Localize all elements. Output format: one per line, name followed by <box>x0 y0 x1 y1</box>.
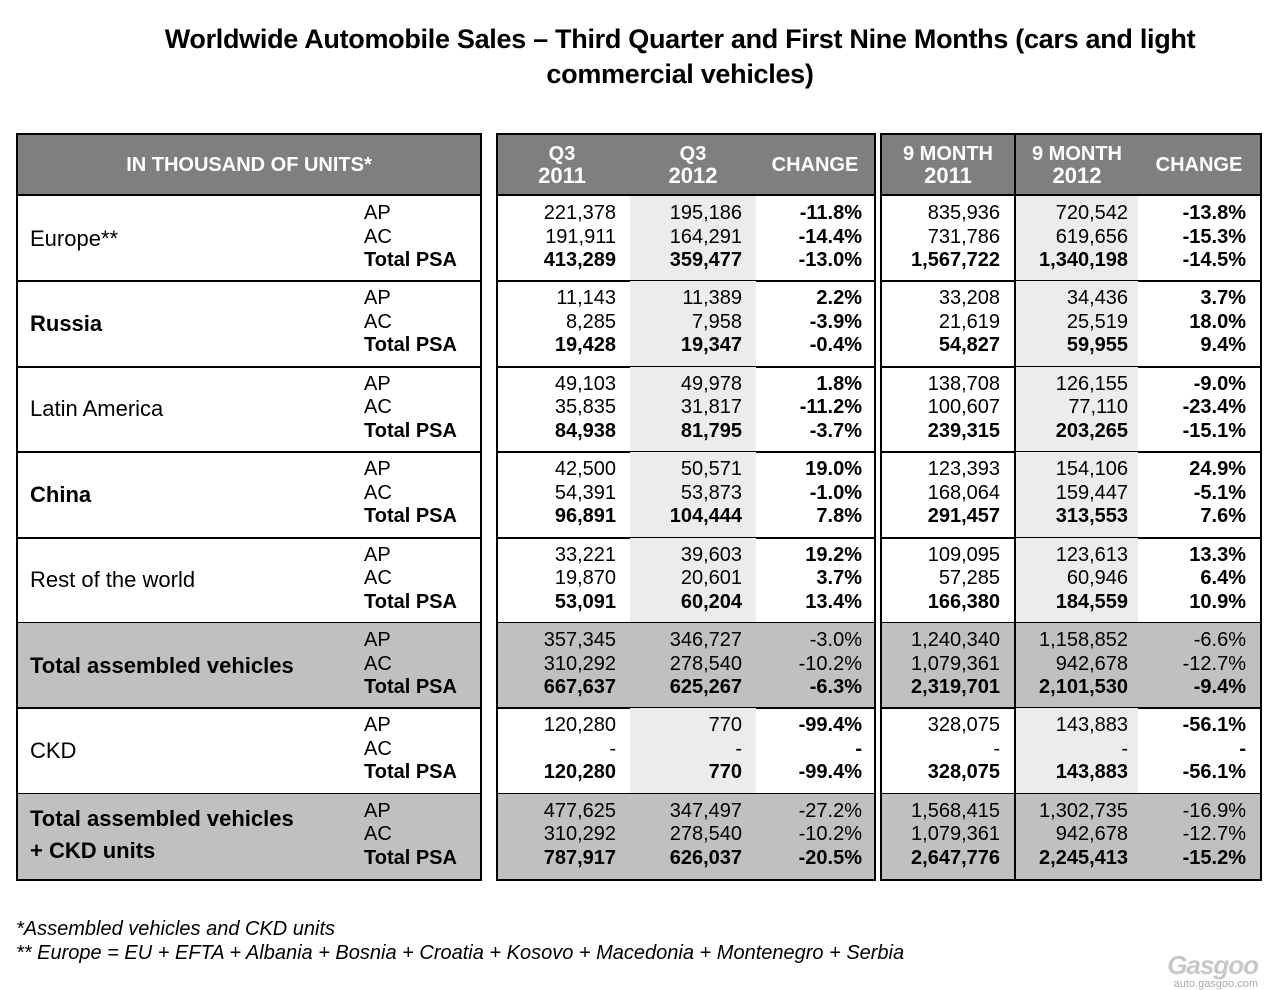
m9-2012-value: 1,340,198 <box>1039 249 1128 271</box>
q3-2012-value: 20,601 <box>680 567 742 590</box>
q3-change-value: -3.9% <box>809 310 862 333</box>
m9-2012-value: 203,265 <box>1055 419 1128 442</box>
m9-2012-value: 154,106 <box>1055 458 1128 481</box>
q3-2012-value: 278,540 <box>669 823 742 846</box>
m9-2012-value: 60,946 <box>1066 567 1128 590</box>
q3-region-group <box>498 452 874 537</box>
watermark-logo: Gasgoo <box>1167 950 1258 980</box>
q3-2012-value: 104,444 <box>669 505 742 528</box>
region-name: Russia <box>30 311 103 337</box>
q3-2012-value: 50,571 <box>680 458 742 481</box>
watermark-url: auto.gasgoo.com <box>1173 978 1258 990</box>
q3-region-group <box>498 794 874 879</box>
q3-change-value: -99.4% <box>798 761 862 784</box>
m9-2012-value: 2,101,530 <box>1039 676 1128 698</box>
q3-2012-value: 625,267 <box>669 676 742 698</box>
row-label: AC <box>364 737 392 760</box>
region-name: Rest of the world <box>30 567 196 593</box>
q3-change-value: 19.0% <box>805 458 862 481</box>
region-group <box>18 281 480 366</box>
m9-change-value: -13.8% <box>1182 202 1246 224</box>
q3-2011-value: 84,938 <box>554 419 616 442</box>
q3-2012-value: 770 <box>708 714 742 737</box>
row-label: AC <box>364 652 392 675</box>
m9-2012-value: 942,678 <box>1055 652 1128 675</box>
q3-2011-value: 19,870 <box>554 567 616 590</box>
row-label: Total PSA <box>364 590 457 613</box>
q3-2012-value: 359,477 <box>669 249 742 271</box>
q3-2011-value: 96,891 <box>554 505 616 528</box>
q3-2012-value: 7,958 <box>691 310 742 333</box>
q3-2011-value: 53,091 <box>554 590 616 613</box>
q3-change-value: -3.0% <box>809 629 862 651</box>
q3-2011-header-label: Q3 <box>548 142 576 165</box>
m9-2011-value: 1,240,340 <box>911 629 1000 651</box>
q3-2012-value: 60,204 <box>680 590 742 613</box>
m9-change-value: -6.6% <box>1193 629 1246 651</box>
m9-2012-value: 184,559 <box>1055 590 1128 613</box>
m9-change-value: 7.6% <box>1200 505 1246 528</box>
m9-2012-value: - <box>1121 737 1128 760</box>
q3-change-header: CHANGE <box>771 153 859 176</box>
m9-2011-value: 328,075 <box>927 761 1000 784</box>
m9-2012-header-year: 2012 <box>1052 162 1102 188</box>
q3-2011-value: 221,378 <box>543 202 616 224</box>
q3-change-value: -11.2% <box>799 396 862 419</box>
m9-change-value: 9.4% <box>1200 334 1246 357</box>
region-group <box>18 708 480 793</box>
q3-change-value: -3.7% <box>809 419 862 442</box>
m9-2012-value: 1,158,852 <box>1039 629 1128 651</box>
units-header <box>18 135 480 196</box>
q3-2012-header <box>630 135 756 194</box>
m9-2011-value: 109,095 <box>927 543 1000 566</box>
m9-2011-value: - <box>993 737 1000 760</box>
m9-region-group <box>882 281 1260 366</box>
q3-2012-value: 49,978 <box>680 372 742 395</box>
row-label: AP <box>364 799 391 822</box>
q3-2012-value: 278,540 <box>669 652 742 675</box>
q3-change-value: 7.8% <box>816 505 862 528</box>
m9-2011-value: 57,285 <box>938 567 1000 590</box>
m9-2011-header-year: 2011 <box>924 162 972 188</box>
m9-2011-value: 166,380 <box>927 590 1000 613</box>
q3-change-value: -27.2% <box>798 799 862 822</box>
m9-change-value: -12.7% <box>1182 652 1246 675</box>
q3-2011-value: 191,911 <box>545 225 616 248</box>
q3-2011-value: - <box>609 737 616 760</box>
q3-2012-value: 53,873 <box>680 481 742 504</box>
q3-2011-value: 120,280 <box>543 714 616 737</box>
row-label: AP <box>364 714 391 737</box>
m9-change-value: -5.1% <box>1193 481 1246 504</box>
units-header-label: IN THOUSAND OF UNITS* <box>126 153 372 176</box>
q3-change-value: -1.0% <box>809 481 862 504</box>
m9-2012-value: 720,542 <box>1055 202 1128 224</box>
q3-header <box>498 135 874 196</box>
region-group <box>18 794 480 879</box>
q3-2011-value: 11,143 <box>556 287 616 310</box>
q3-change-value: -10.2% <box>798 652 862 675</box>
region-group <box>18 538 480 623</box>
m9-2012-value: 2,245,413 <box>1039 846 1128 869</box>
m9-2011-value: 731,786 <box>927 225 1000 248</box>
q3-change-value: 19.2% <box>805 543 862 566</box>
region-name: Latin America <box>30 396 164 422</box>
q3-change-value: - <box>855 737 862 760</box>
m9-region-group <box>882 794 1260 879</box>
m9-region-group <box>882 708 1260 793</box>
q3-2012-value: 81,795 <box>680 419 742 442</box>
region-name: Europe** <box>30 225 119 251</box>
q3-region-group <box>498 196 874 281</box>
watermark <box>1167 952 1258 990</box>
q3-change-value: 1.8% <box>816 372 862 395</box>
row-label: AC <box>364 481 392 504</box>
region-group <box>18 196 480 281</box>
m9-2011-value: 138,708 <box>927 372 1000 395</box>
row-label: Total PSA <box>364 761 457 784</box>
q3-change-value: -11.8% <box>799 202 862 224</box>
m9-2012-value: 143,883 <box>1055 761 1128 784</box>
q3-2012-header-label: Q3 <box>679 142 707 165</box>
m9-column-divider <box>1014 135 1016 879</box>
q3-2011-value: 310,292 <box>543 823 616 846</box>
m9-2012-value: 159,447 <box>1055 481 1128 504</box>
row-label: AP <box>364 458 391 481</box>
m9-2011-value: 328,075 <box>927 714 1000 737</box>
row-label: Total PSA <box>364 846 457 869</box>
m9-change-value: -56.1% <box>1182 714 1246 737</box>
m9-region-group <box>882 452 1260 537</box>
q3-region-group <box>498 623 874 708</box>
q3-2011-value: 54,391 <box>554 481 616 504</box>
q3-2012-value: 770 <box>708 761 742 784</box>
m9-2012-value: 1,302,735 <box>1039 799 1128 822</box>
m9-2011-value: 1,567,722 <box>911 249 1000 271</box>
m9-2012-value: 126,155 <box>1055 372 1128 395</box>
q3-2011-value: 42,500 <box>554 458 616 481</box>
q3-2012-value: - <box>735 737 742 760</box>
q3-change-value: -6.3% <box>809 676 862 698</box>
m9-2011-value: 168,064 <box>927 481 1000 504</box>
m9-2012-header-label: 9 MONTH <box>1032 142 1122 165</box>
m9-change-value: 3.7% <box>1200 287 1246 310</box>
m9-change-value: 6.4% <box>1200 567 1246 590</box>
q3-change-value: -20.5% <box>798 846 862 869</box>
q3-region-group <box>498 281 874 366</box>
m9-2011-header <box>882 135 1014 194</box>
page-title: Worldwide Automobile Sales – Third Quarter and First Nine Months (cars and light commercial vehicles) <box>164 24 1196 89</box>
m9-2012-value: 619,656 <box>1055 225 1128 248</box>
m9-change-value: -15.2% <box>1182 846 1246 869</box>
q3-2011-value: 667,637 <box>543 676 616 698</box>
m9-2012-value: 77,110 <box>1068 396 1128 419</box>
m9-2011-value: 1,568,415 <box>911 799 1000 822</box>
q3-change-value: 3.7% <box>816 567 862 590</box>
m9-change-value: -9.4% <box>1193 676 1246 698</box>
m9-2011-value: 291,457 <box>927 505 1000 528</box>
q3-2011-value: 35,835 <box>554 396 616 419</box>
m9-2012-value: 25,519 <box>1066 310 1128 333</box>
m9-change-value: - <box>1239 737 1246 760</box>
region-name: China <box>30 481 92 507</box>
q3-2011-value: 310,292 <box>543 652 616 675</box>
q3-2012-value: 39,603 <box>680 543 742 566</box>
m9-2011-value: 54,827 <box>938 334 1000 357</box>
q3-change-value: -14.4% <box>798 225 862 248</box>
m9-region-group <box>882 538 1260 623</box>
m9-2011-header-label: 9 MONTH <box>903 142 993 165</box>
q3-2012-value: 31,817 <box>680 396 742 419</box>
region-group <box>18 367 480 452</box>
row-label: AC <box>364 823 392 846</box>
q3-change-value: 2.2% <box>816 287 862 310</box>
m9-2011-value: 21,619 <box>938 310 1000 333</box>
m9-2011-value: 123,393 <box>927 458 1000 481</box>
m9-2011-value: 239,315 <box>927 419 1000 442</box>
q3-2011-value: 787,917 <box>543 846 616 869</box>
m9-2011-value: 2,319,701 <box>911 676 1000 698</box>
q3-change-value: 13.4% <box>805 590 862 613</box>
m9-change-header: CHANGE <box>1155 153 1243 176</box>
q3-2011-header-year: 2011 <box>538 162 586 188</box>
nine-month-header <box>882 135 1260 196</box>
row-label: AP <box>364 543 391 566</box>
region-name: Total assembled vehicles <box>30 652 294 678</box>
region-name-line-2: + CKD units <box>30 837 156 863</box>
q3-2012-header-year: 2012 <box>668 162 718 188</box>
row-label: AP <box>364 372 391 395</box>
q3-change-value: -0.4% <box>809 334 862 357</box>
footnote-2: ** Europe = EU + EFTA + Albania + Bosnia + Croatia + Kosovo + Macedonia + Montenegro + Serbia <box>16 942 905 964</box>
row-label: AC <box>364 567 392 590</box>
q3-region-group <box>498 367 874 452</box>
m9-change-value: 18.0% <box>1189 310 1246 333</box>
q3-2011-value: 8,285 <box>565 310 616 333</box>
m9-2012-value: 143,883 <box>1055 714 1128 737</box>
m9-region-group <box>882 196 1260 281</box>
q3-region-group <box>498 708 874 793</box>
q3-panel <box>496 133 876 881</box>
q3-2011-value: 477,625 <box>543 799 616 822</box>
m9-change-value: 13.3% <box>1189 543 1246 566</box>
m9-change-value: -23.4% <box>1182 396 1246 419</box>
m9-2012-value: 59,955 <box>1066 334 1128 357</box>
m9-change-value: 10.9% <box>1189 590 1246 613</box>
q3-2011-value: 33,221 <box>554 543 616 566</box>
q3-2011-value: 120,280 <box>543 761 616 784</box>
row-label: Total PSA <box>364 419 457 442</box>
nine-month-panel <box>880 133 1262 881</box>
q3-2011-header <box>498 135 626 194</box>
q3-2012-value: 626,037 <box>669 846 742 869</box>
m9-region-group <box>882 367 1260 452</box>
m9-change-value: -9.0% <box>1193 372 1246 395</box>
q3-2012-value: 164,291 <box>669 225 742 248</box>
q3-2011-value: 19,428 <box>554 334 616 357</box>
m9-2012-value: 313,553 <box>1055 505 1128 528</box>
m9-change-value: -14.5% <box>1182 249 1246 271</box>
m9-2012-value: 34,436 <box>1066 287 1128 310</box>
row-label: AP <box>364 629 391 651</box>
m9-region-group <box>882 623 1260 708</box>
m9-2011-value: 33,208 <box>938 287 1000 310</box>
q3-2012-value: 195,186 <box>669 202 742 224</box>
row-label: AC <box>364 396 392 419</box>
m9-2012-value: 123,613 <box>1055 543 1128 566</box>
region-group <box>18 623 480 708</box>
m9-2011-value: 2,647,776 <box>911 846 1000 869</box>
row-label: Total PSA <box>364 334 457 357</box>
q3-2012-value: 346,727 <box>669 629 742 651</box>
row-label: AP <box>364 202 391 224</box>
m9-2011-value: 1,079,361 <box>911 652 1000 675</box>
region-group <box>18 452 480 537</box>
m9-change-value: -16.9% <box>1182 799 1246 822</box>
row-label: AP <box>364 287 391 310</box>
q3-2011-value: 413,289 <box>543 249 616 271</box>
label-panel <box>16 133 482 881</box>
m9-change-value: -12.7% <box>1182 823 1246 846</box>
m9-change-value: -15.3% <box>1182 225 1246 248</box>
q3-2012-value: 11,389 <box>682 287 742 310</box>
q3-2011-value: 49,103 <box>554 372 616 395</box>
row-label: Total PSA <box>364 249 457 271</box>
row-label: AC <box>364 310 392 333</box>
region-name: Total assembled vehicles <box>30 805 294 831</box>
footnote-1: *Assembled vehicles and CKD units <box>16 918 336 940</box>
q3-change-value: -99.4% <box>798 714 862 737</box>
row-label: Total PSA <box>364 505 457 528</box>
row-label: Total PSA <box>364 676 457 698</box>
m9-2012-header <box>1016 135 1138 194</box>
m9-2011-value: 100,607 <box>927 396 1000 419</box>
q3-region-group <box>498 538 874 623</box>
q3-change-value: -10.2% <box>798 823 862 846</box>
region-name: CKD <box>30 738 77 764</box>
q3-2012-value: 19,347 <box>680 334 742 357</box>
q3-2011-value: 357,345 <box>543 629 616 651</box>
q3-2012-value: 347,497 <box>669 799 742 822</box>
m9-2012-value: 942,678 <box>1055 823 1128 846</box>
m9-2011-value: 1,079,361 <box>911 823 1000 846</box>
m9-change-value: -56.1% <box>1182 761 1246 784</box>
q3-change-value: -13.0% <box>798 249 862 271</box>
row-label: AC <box>364 225 392 248</box>
m9-change-value: 24.9% <box>1189 458 1246 481</box>
m9-change-value: -15.1% <box>1182 419 1246 442</box>
m9-2011-value: 835,936 <box>927 202 1000 224</box>
